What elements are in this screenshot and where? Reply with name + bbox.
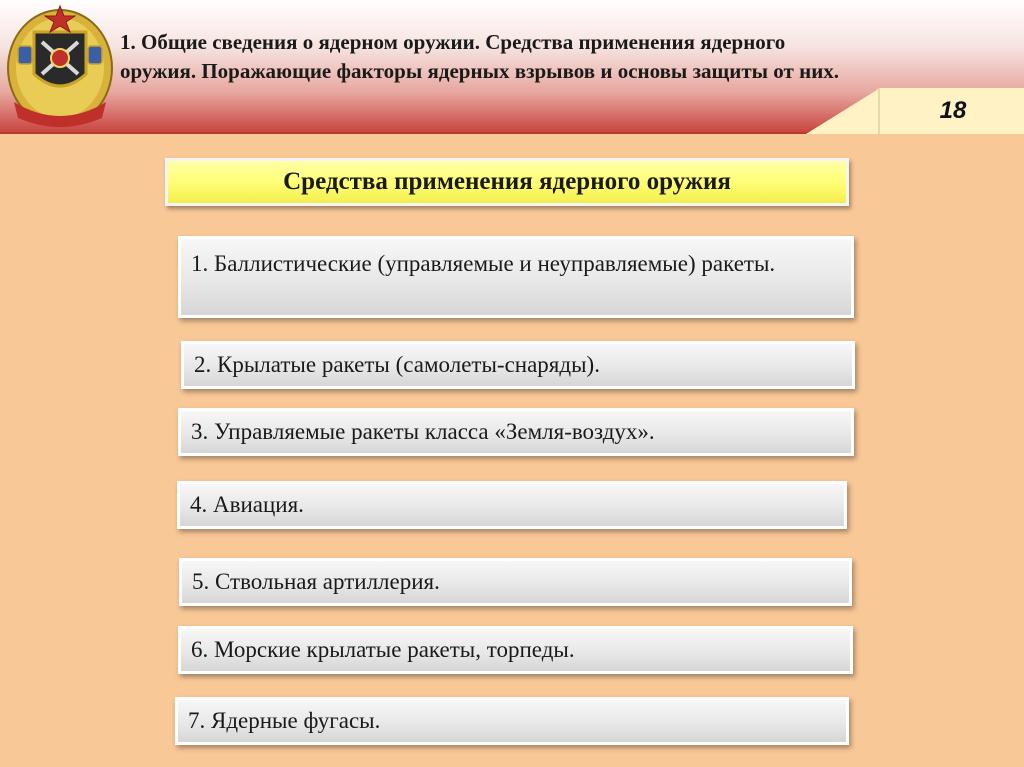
slide-number-corner xyxy=(806,88,880,134)
list-item-cruise-missiles xyxy=(181,341,855,389)
list-item-text: 3. Управляемые ракеты класса «Земля-воздух». xyxy=(191,419,655,444)
slide-header-title: 1. Общие сведения о ядерном оружии. Средства применения ядерного оружия. Поражающие факторы ядерных взрывов и основы защиты от них. xyxy=(120,30,840,83)
list-item-aviation xyxy=(177,481,847,529)
list-item-text: 5. Ствольная артиллерия. xyxy=(192,569,440,594)
list-item-text: 6. Морские крылатые ракеты, торпеды. xyxy=(191,637,575,662)
list-item-nuclear-landmines xyxy=(175,697,849,745)
list-item-ballistic-missiles xyxy=(178,236,854,318)
list-item-text: 7. Ядерные фугасы. xyxy=(188,708,381,733)
military-academy-emblem-icon xyxy=(4,2,116,130)
slide-number: 18 xyxy=(939,97,967,124)
list-item-text: 1. Баллистические (управляемые и неуправляемые) ракеты. xyxy=(191,251,776,276)
list-item-text: 4. Авиация. xyxy=(190,492,304,517)
section-title: Средства применения ядерного оружия xyxy=(165,158,849,206)
slide-number-box xyxy=(878,88,1024,134)
list-item-artillery xyxy=(179,558,852,606)
list-item-naval-missiles-torpedoes xyxy=(178,626,853,674)
list-item-surface-to-air-missiles xyxy=(178,408,854,456)
list-item-text: 2. Крылатые ракеты (самолеты-снаряды). xyxy=(194,352,600,377)
